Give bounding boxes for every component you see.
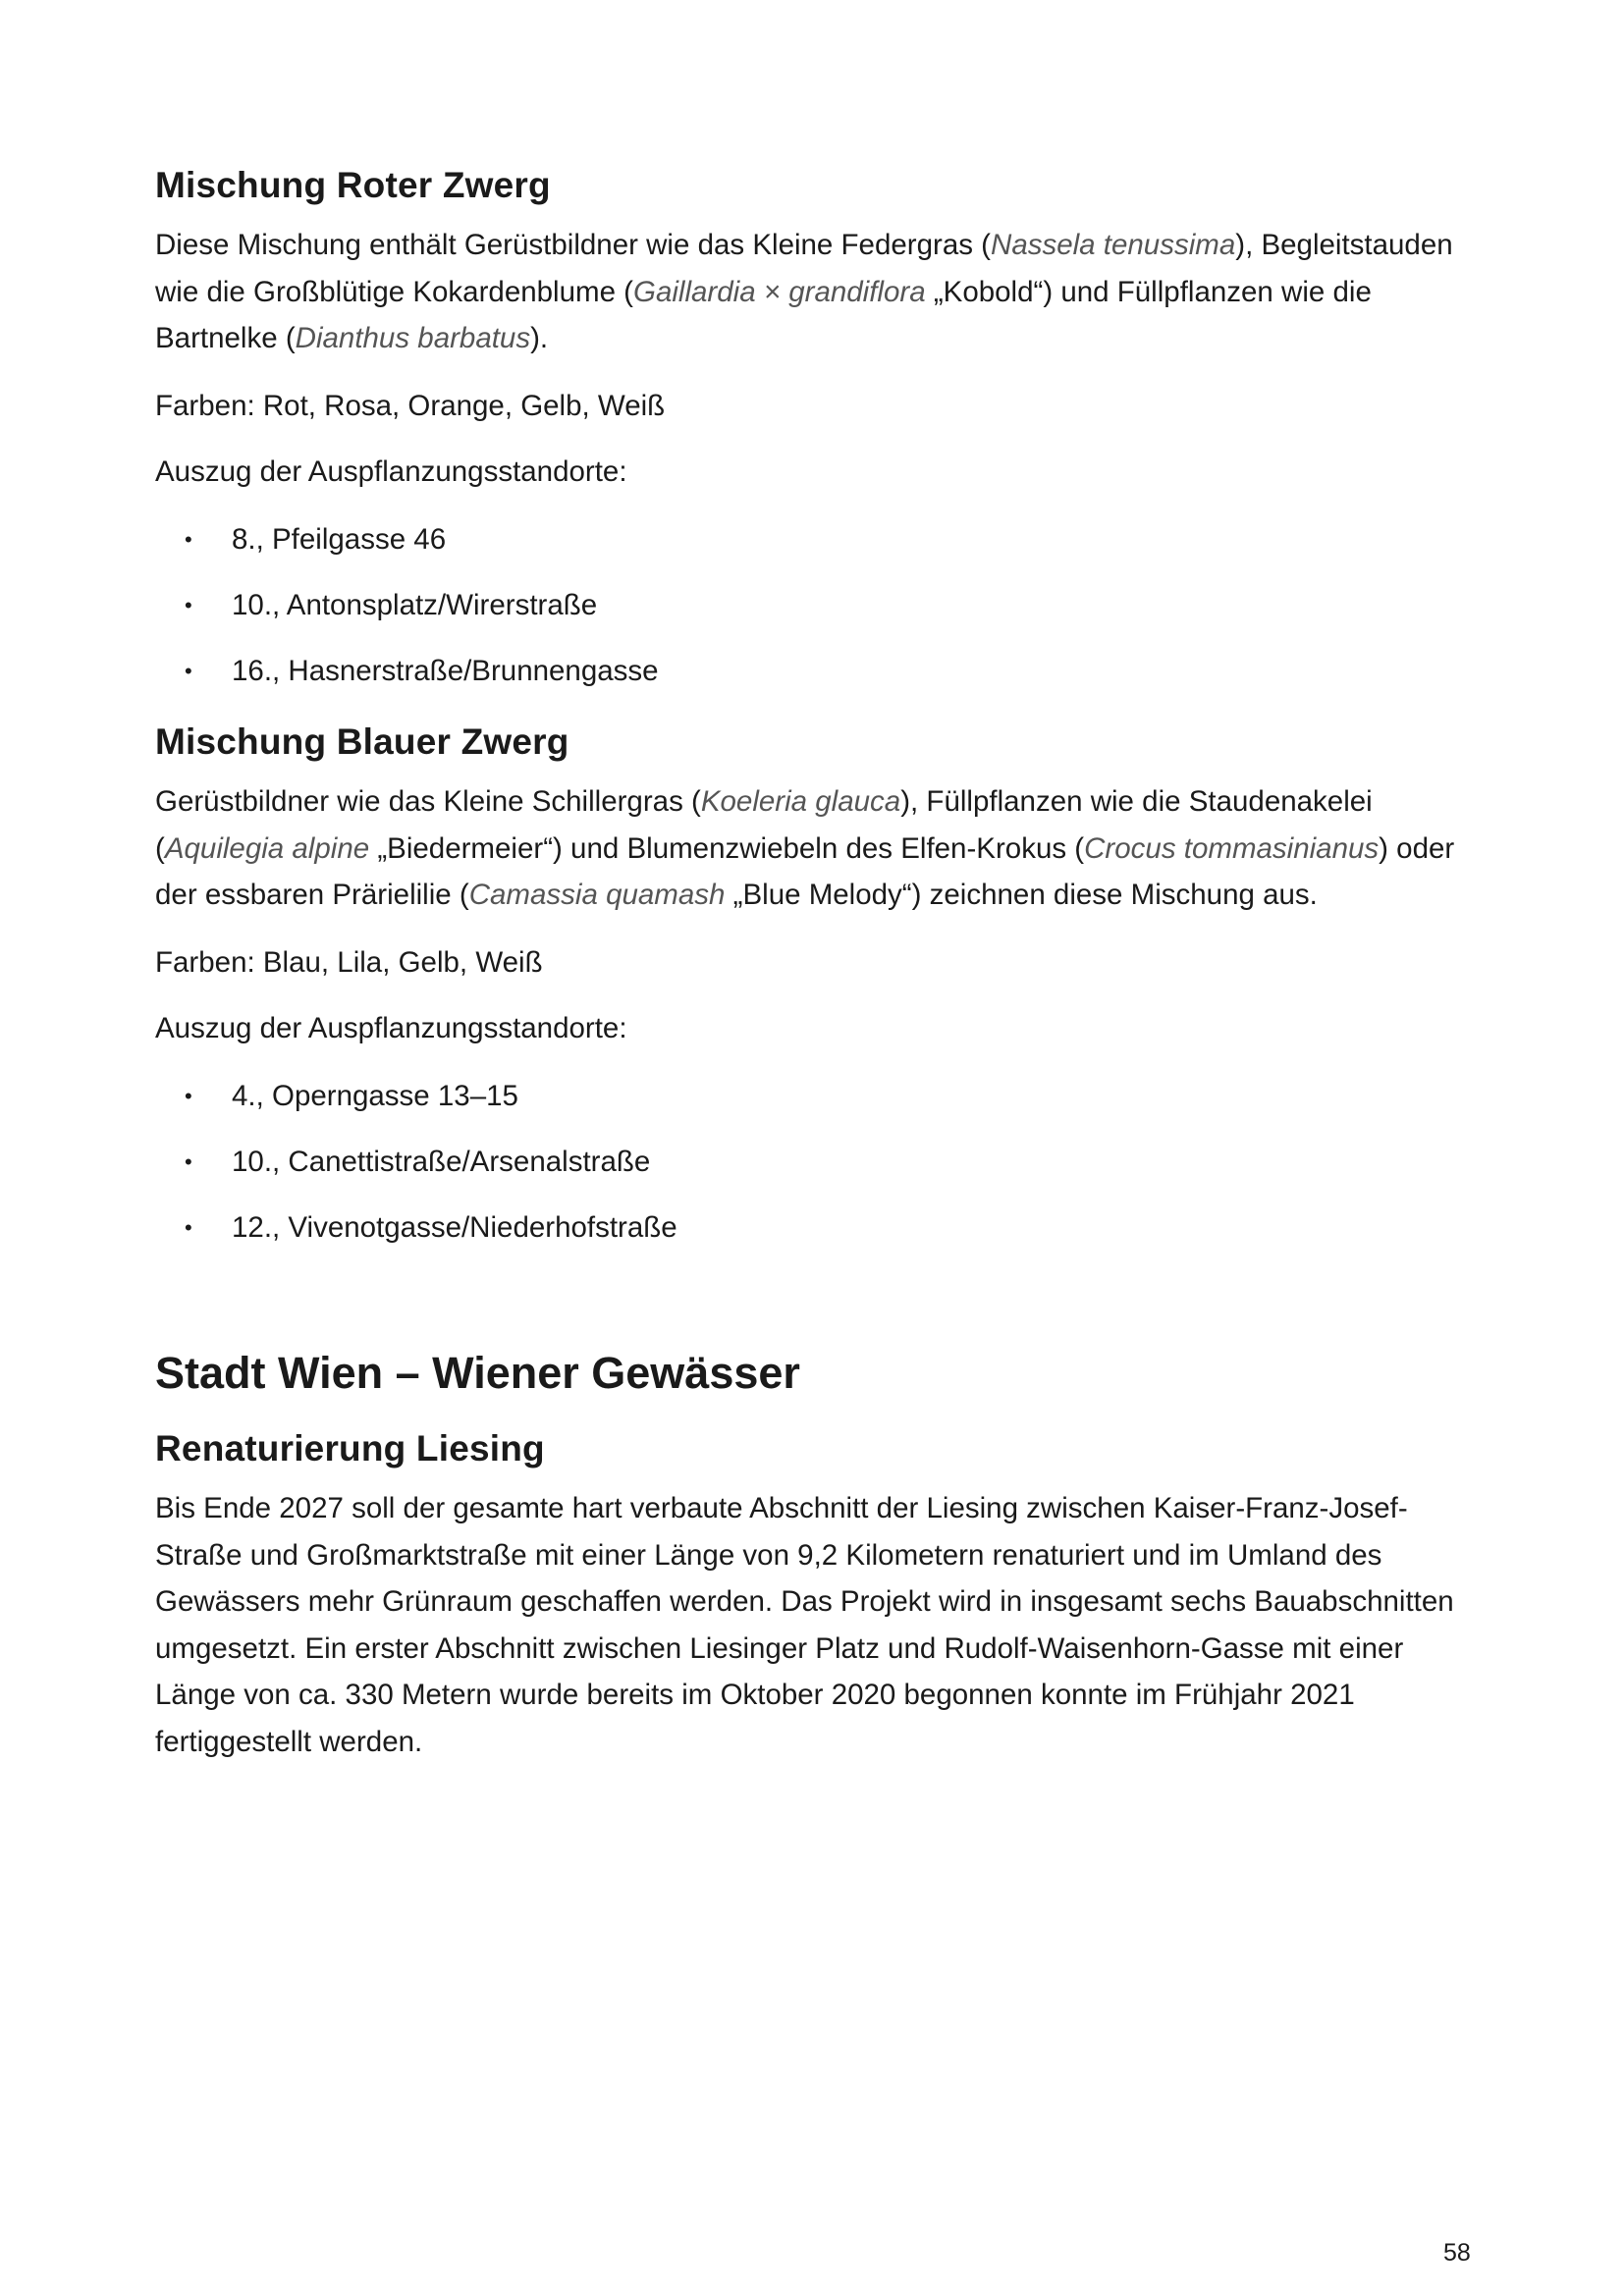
latin-plant-name: Gaillardia × grandiflora bbox=[633, 275, 926, 308]
list-item: • 12., Vivenotgasse/Niederhofstraße bbox=[155, 1208, 1137, 1248]
roter-zwerg-description: Diese Mischung enthält Gerüstbildner wie das Kleine Federgras (Nassela tenussima), Begleitstauden wie die Großblütige Kokardenblume (Gaillardia × grandiflora „Kobold“) und Füllpflanzen wie die Bartnelke (Dianthus barbatus). bbox=[155, 229, 1453, 354]
page-number: 58 bbox=[1443, 2239, 1471, 2267]
renaturierung-liesing-body: Bis Ende 2027 soll der gesamte hart verbaute Abschnitt der Liesing zwischen Kaiser-Franz-Josef-Straße und Großmarktstraße mit einer Länge von 9,2 Kilometern renaturiert und im Umland des Gewässers mehr Grünraum geschaffen werden. Das Projekt wird in insgesamt sechs Bauabschnitten umgesetzt. Ein erster Abschnitt zwischen Liesinger Platz und Rudolf-Waisenhorn-Gasse mit einer Länge von ca. 330 Metern wurde bereits im Oktober 2020 begonnen konnte im Frühjahr 2021 fertiggestellt werden. bbox=[155, 1492, 1454, 1758]
latin-plant-name: Camassia quamash bbox=[468, 879, 726, 911]
blauer-zwerg-description: Gerüstbildner wie das Kleine Schillergras (Koeleria glauca), Füllpflanzen wie die Staudenakelei (Aquilegia alpine „Biedermeier“) und Blumenzwiebeln des Elfen-Krokus (Crocus tommasinianus) oder der essbaren Prärielilie (Camassia quamash „Blue Melody“) zeichnen diese Mischung aus. bbox=[155, 785, 1455, 911]
blauer-zwerg-colors: Farben: Blau, Lila, Gelb, Weiß bbox=[155, 946, 543, 979]
latin-plant-name: Nassela tenussima bbox=[991, 229, 1236, 261]
bullet-icon: • bbox=[185, 659, 192, 683]
list-item: • 4., Operngasse 13–15 bbox=[155, 1077, 1137, 1116]
bullet-icon: • bbox=[185, 1215, 192, 1240]
latin-plant-name: Koeleria glauca bbox=[700, 785, 901, 818]
bullet-icon: • bbox=[185, 527, 192, 552]
latin-plant-name: Crocus tommasinianus bbox=[1084, 831, 1380, 865]
roter-zwerg-locations-intro: Auszug der Auspflanzungsstandorte: bbox=[155, 455, 627, 488]
heading-renaturierung-liesing: Renaturierung Liesing bbox=[155, 1428, 545, 1468]
list-item: • 16., Hasnerstraße/Brunnengasse bbox=[155, 652, 1137, 691]
list-item: • 10., Antonsplatz/Wirerstraße bbox=[155, 586, 1137, 625]
roter-zwerg-colors: Farben: Rot, Rosa, Orange, Gelb, Weiß bbox=[155, 390, 666, 422]
list-item: • 10., Canettistraße/Arsenalstraße bbox=[155, 1143, 1137, 1182]
bullet-icon: • bbox=[185, 593, 192, 617]
bullet-icon: • bbox=[185, 1084, 192, 1108]
heading-roter-zwerg: Mischung Roter Zwerg bbox=[155, 165, 551, 205]
list-item: • 8., Pfeilgasse 46 bbox=[155, 520, 1137, 560]
heading-stadt-wien: Stadt Wien – Wiener Gewässer bbox=[155, 1348, 800, 1398]
blauer-zwerg-locations-intro: Auszug der Auspflanzungsstandorte: bbox=[155, 1012, 627, 1044]
latin-plant-name: Aquilegia alpine bbox=[164, 831, 370, 865]
bullet-icon: • bbox=[185, 1149, 192, 1174]
heading-blauer-zwerg: Mischung Blauer Zwerg bbox=[155, 721, 569, 762]
latin-plant-name: Dianthus barbatus bbox=[295, 322, 531, 354]
roter-zwerg-locations-list bbox=[155, 520, 1137, 691]
blauer-zwerg-locations-list bbox=[155, 1077, 1137, 1248]
